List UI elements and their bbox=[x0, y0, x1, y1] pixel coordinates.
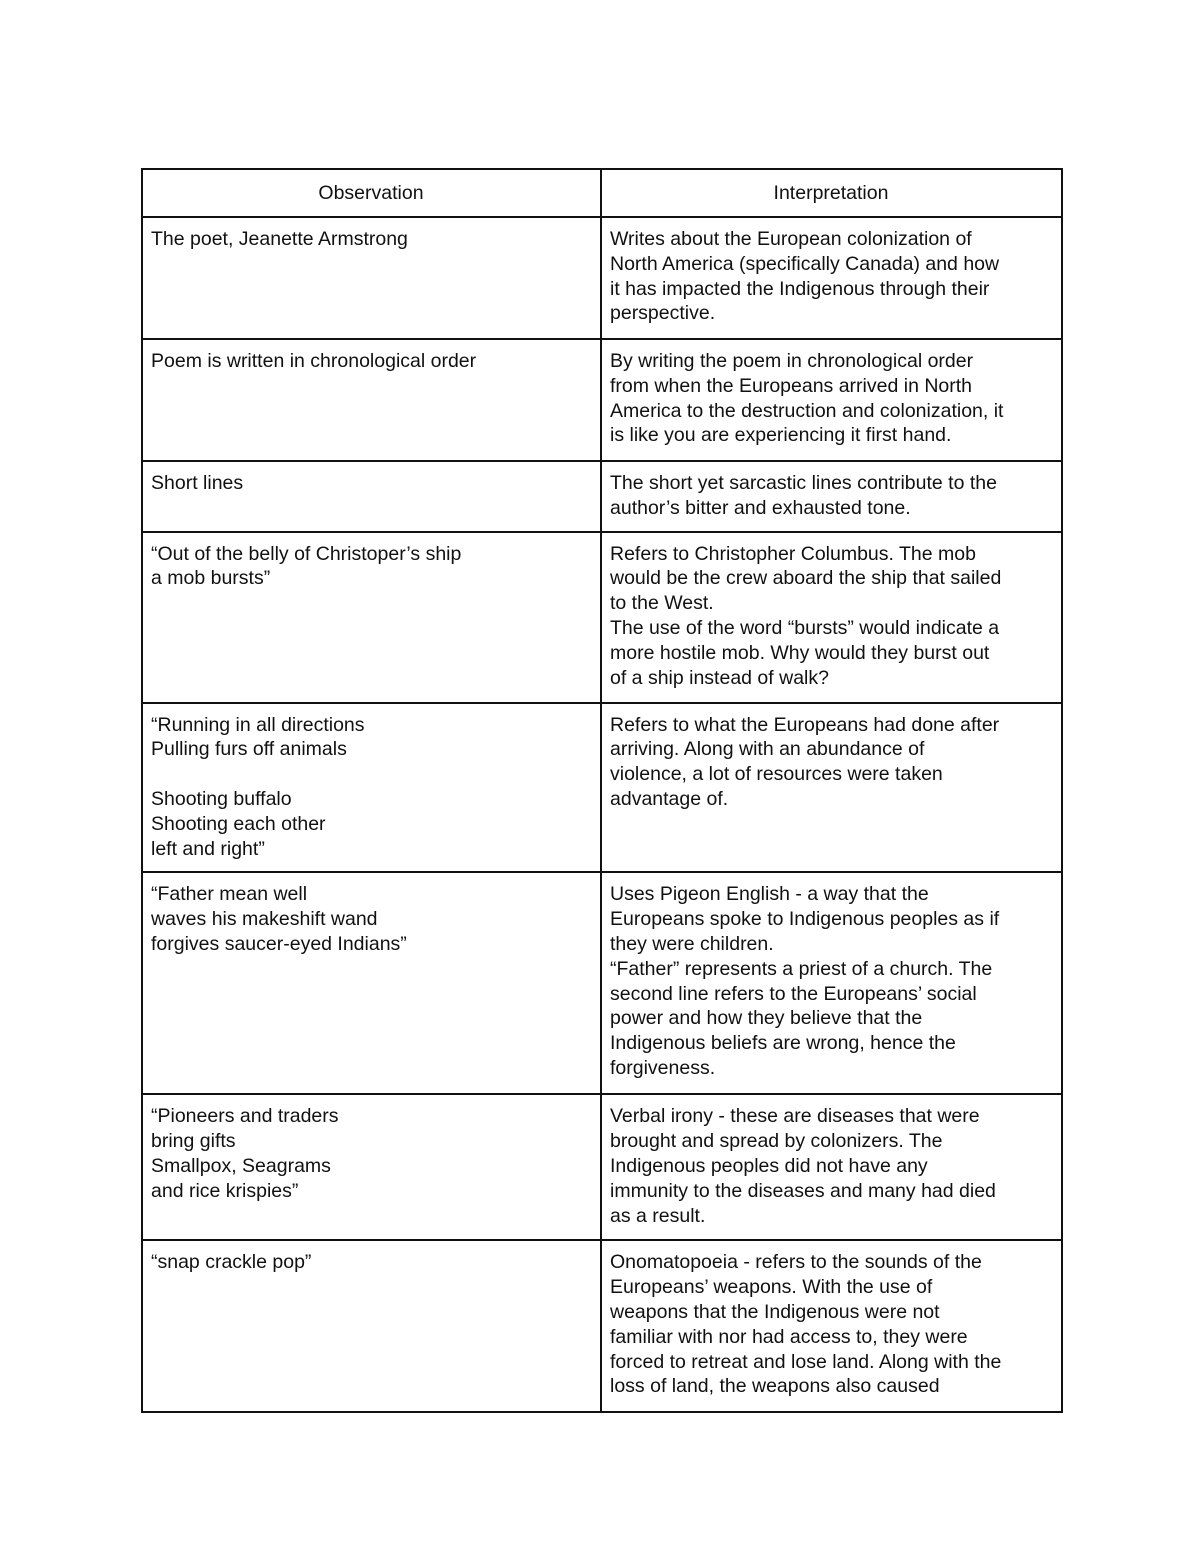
interpretation-header: Interpretation bbox=[601, 169, 1062, 217]
observation-cell: Short lines bbox=[142, 461, 601, 532]
table-row bbox=[142, 1240, 1062, 1412]
observation-interpretation-table bbox=[141, 168, 1063, 1413]
table-row bbox=[142, 461, 1062, 532]
observation-cell: “Running in all directions Pulling furs off animals Shooting buffalo Shooting each other left and right” bbox=[142, 703, 601, 873]
table-header-row bbox=[142, 169, 1062, 217]
table-row bbox=[142, 339, 1062, 461]
table-row bbox=[142, 532, 1062, 703]
observation-cell: “snap crackle pop” bbox=[142, 1240, 601, 1412]
observation-cell: “Father mean well waves his makeshift wand forgives saucer-eyed Indians” bbox=[142, 872, 601, 1094]
interpretation-cell: Verbal irony - these are diseases that were brought and spread by colonizers. The Indigenous peoples did not have any immunity to the diseases and many had died as a result. bbox=[601, 1094, 1062, 1240]
observation-cell: “Out of the belly of Christoper’s ship a mob bursts” bbox=[142, 532, 601, 703]
observation-cell: Poem is written in chronological order bbox=[142, 339, 601, 461]
observation-header: Observation bbox=[142, 169, 601, 217]
interpretation-cell: By writing the poem in chronological order from when the Europeans arrived in North America to the destruction and colonization, it is like you are experiencing it first hand. bbox=[601, 339, 1062, 461]
table-row bbox=[142, 217, 1062, 339]
interpretation-cell: Uses Pigeon English - a way that the Europeans spoke to Indigenous peoples as if they were children. “Father” represents a priest of a church. The second line refers to the Europeans’ social power and how they believe that the Indigenous beliefs are wrong, hence the forgiveness. bbox=[601, 872, 1062, 1094]
interpretation-cell: The short yet sarcastic lines contribute to the author’s bitter and exhausted tone. bbox=[601, 461, 1062, 532]
table-row bbox=[142, 1094, 1062, 1240]
interpretation-cell: Onomatopoeia - refers to the sounds of the Europeans’ weapons. With the use of weapons that the Indigenous were not familiar with nor had access to, they were forced to retreat and lose land. Along with the loss of land, the weapons also caused bbox=[601, 1240, 1062, 1412]
observation-cell: The poet, Jeanette Armstrong bbox=[142, 217, 601, 339]
interpretation-cell: Writes about the European colonization of North America (specifically Canada) and how it has impacted the Indigenous through their perspective. bbox=[601, 217, 1062, 339]
observation-cell: “Pioneers and traders bring gifts Smallpox, Seagrams and rice krispies” bbox=[142, 1094, 601, 1240]
interpretation-cell: Refers to what the Europeans had done after arriving. Along with an abundance of violence, a lot of resources were taken advantage of. bbox=[601, 703, 1062, 873]
table-row bbox=[142, 703, 1062, 873]
table-row bbox=[142, 872, 1062, 1094]
interpretation-cell: Refers to Christopher Columbus. The mob would be the crew aboard the ship that sailed to the West. The use of the word “bursts” would indicate a more hostile mob. Why would they burst out of a ship instead of walk? bbox=[601, 532, 1062, 703]
